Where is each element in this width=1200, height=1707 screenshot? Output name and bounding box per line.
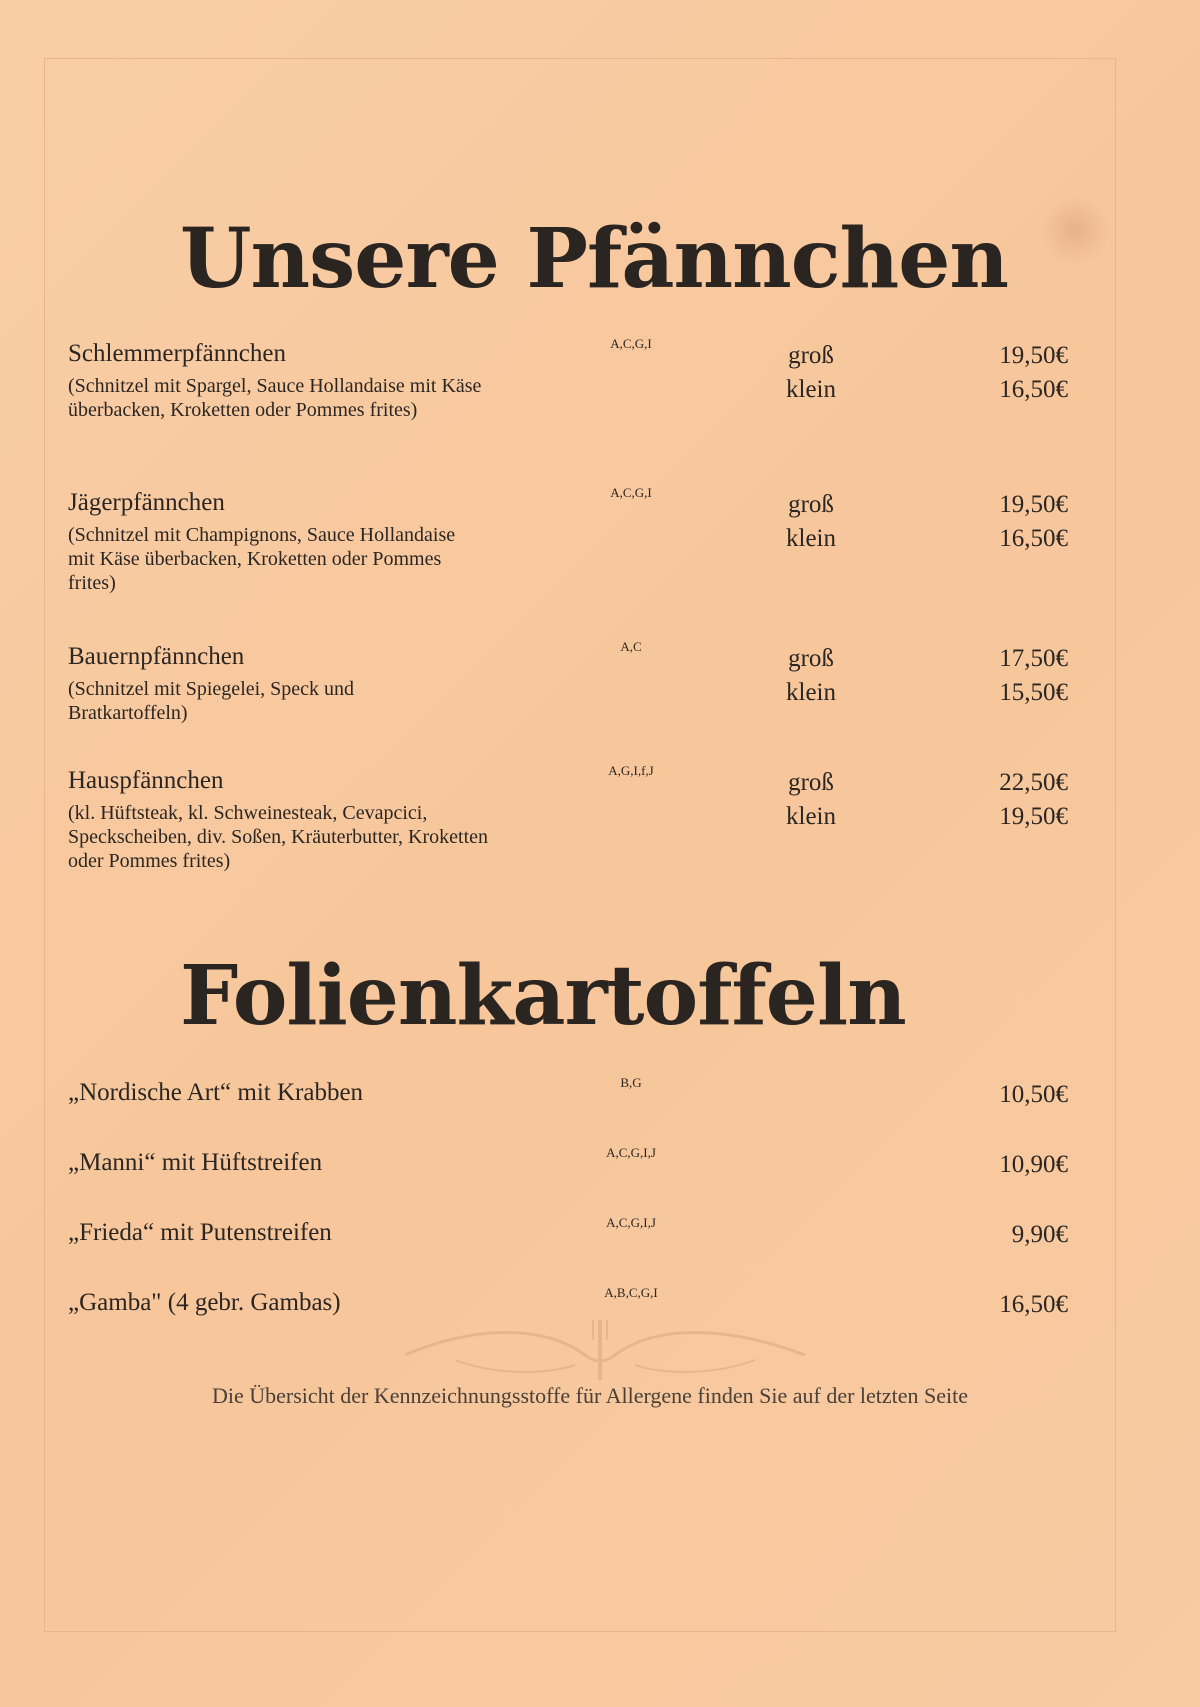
menu-item [68,1215,1068,1259]
allergen-codes: A,B,C,G,I [604,1285,658,1300]
allergen-codes: A,C,G,I,J [606,1145,656,1160]
price-small: 19,50€ [999,803,1068,830]
allergen-codes: A,C,G,I [610,485,652,500]
size-large-label: groß [788,491,834,518]
item-name: „Nordische Art“ mit Krabben [68,1079,364,1106]
item-price: 10,90€ [999,1151,1068,1178]
size-small-label: klein [786,803,836,830]
item-name: Jägerpfännchen [68,489,225,516]
section-title-pfaennchen: Unsere Pfännchen [180,211,1009,307]
price-large: 19,50€ [999,342,1068,369]
item-price: 16,50€ [999,1291,1068,1318]
menu-item [68,639,1068,733]
item-name: Hauspfännchen [68,767,224,794]
item-name: Bauernpfännchen [68,643,245,670]
paper-stain [1040,195,1110,265]
item-name: Schlemmerpfännchen [68,340,286,367]
item-name: „Manni“ mit Hüftstreifen [68,1149,323,1176]
item-description: (kl. Hüftsteak, kl. Schweinesteak, Cevapcici, Speckscheiben, div. Soßen, Kräuterbutter, Kroketten oder Pommes frites) [68,802,488,872]
item-price: 9,90€ [1011,1221,1068,1248]
menu-item [68,763,1068,877]
allergen-footnote: Die Übersicht der Kennzeichnungsstoffe für Allergene finden Sie auf der letzten Seite [211,1383,969,1408]
price-large: 17,50€ [999,645,1068,672]
allergen-codes: A,C,G,I [610,336,652,351]
item-description: (Schnitzel mit Spargel, Sauce Hollandaise mit Käse überbacken, Kroketten oder Pommes frites) [68,375,482,421]
item-price: 10,50€ [999,1081,1068,1108]
size-small-label: klein [786,376,836,403]
price-large: 22,50€ [999,769,1068,796]
allergen-codes: A,G,I,f,J [608,763,654,778]
section-title-folienkartoffeln: Folienkartoffeln [180,948,906,1044]
menu-item [68,336,1068,450]
menu-item [68,485,1068,599]
item-description: (Schnitzel mit Champignons, Sauce Hollandaise mit Käse überbacken, Kroketten oder Pommes frites) [68,524,456,594]
item-name: „Gamba" (4 gebr. Gambas) [68,1289,341,1316]
size-large-label: groß [788,342,834,369]
size-large-label: groß [788,645,834,672]
price-small: 15,50€ [999,679,1068,706]
size-small-label: klein [786,525,836,552]
price-large: 19,50€ [999,491,1068,518]
size-large-label: groß [788,769,834,796]
size-small-label: klein [786,679,836,706]
item-name: „Frieda“ mit Putenstreifen [68,1219,332,1246]
allergen-codes: A,C,G,I,J [606,1215,656,1230]
allergen-codes: A,C [620,639,642,654]
allergen-codes: B,G [620,1075,642,1090]
cutlery-ornament [395,1315,815,1385]
price-small: 16,50€ [999,525,1068,552]
menu-item [68,1145,1068,1189]
menu-item [68,1075,1068,1119]
price-small: 16,50€ [999,376,1068,403]
item-description: (Schnitzel mit Spiegelei, Speck und Bratkartoffeln) [68,678,355,724]
